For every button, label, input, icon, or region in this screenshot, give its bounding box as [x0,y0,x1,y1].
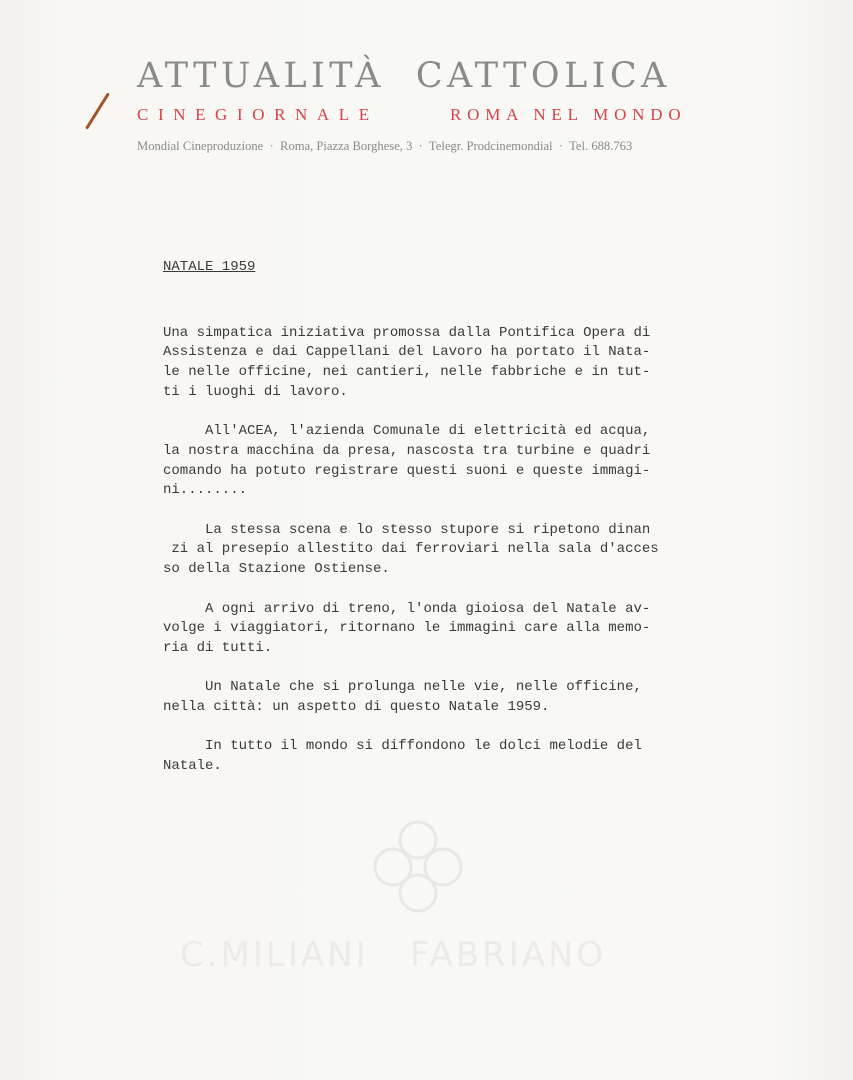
paragraphs [163,324,659,777]
letterhead-subtitle [137,105,737,127]
text-line: A ogni arrivo di treno, l'onda gioiosa del Natale av- [163,600,651,617]
text-line: Una simpatica iniziativa promossa dalla Pontifica Opera di [163,324,651,341]
text-line: nella città: un aspetto di questo Natale 1959. [163,699,550,715]
watermark-text: C.MILIANI FABRIANO [180,935,607,975]
watermark-clover-icon [368,815,468,925]
letterhead-address: Mondial Cineproduzione · Roma, Piazza Borghese, 3 · Telegr. Prodcinemondial · Tel. 688.763 [137,139,633,153]
paragraph [163,324,659,403]
text-line: ria di tutti. [163,639,273,656]
paragraph [163,678,659,717]
text-line: Assistenza e dai Cappellani del Lavoro ha portato il Nata- [163,344,651,361]
text-line: All'ACEA, l'azienda Comunale di elettricità ed acqua, [163,423,651,440]
ink-stroke-mark [85,92,110,129]
document-body [163,258,659,796]
text-line: In tutto il mondo si diffondono le dolci melodie del [163,738,642,755]
subtitle-right: ROMA NEL MONDO [450,105,687,124]
text-line: le nelle officine, nei cantieri, nelle fabbriche e in tut- [163,364,651,381]
text-line: zi al presepio allestito dai ferroviari nella sala d'acces [163,541,659,558]
text-line: comando ha potuto registrare questi suoni e queste immagi- [163,462,651,479]
subtitle-left: CINEGIORNALE [137,105,379,124]
text-line: so della Stazione Ostiense. [163,561,390,578]
text-line: La stessa scena e lo stesso stupore si ripetono dinan [163,521,651,538]
paragraph [163,422,659,501]
text-line: la nostra macchina da presa, nascosta tra turbine e quadri [163,442,651,459]
paragraph [163,600,659,659]
text-line: Un Natale che si prolunga nelle vie, nelle officine, [163,679,642,696]
document-heading: NATALE 1959 [163,259,256,275]
text-line: ni........ [163,482,248,499]
letterhead-title: ATTUALITÀ CATTOLICA [137,56,671,96]
paragraph [163,521,659,580]
text-line: volge i viaggiatori, ritornano le immagini care alla memo- [163,620,651,637]
paragraph [163,737,659,776]
text-line: ti i luoghi di lavoro. [163,383,348,400]
text-line: Natale. [163,758,222,775]
